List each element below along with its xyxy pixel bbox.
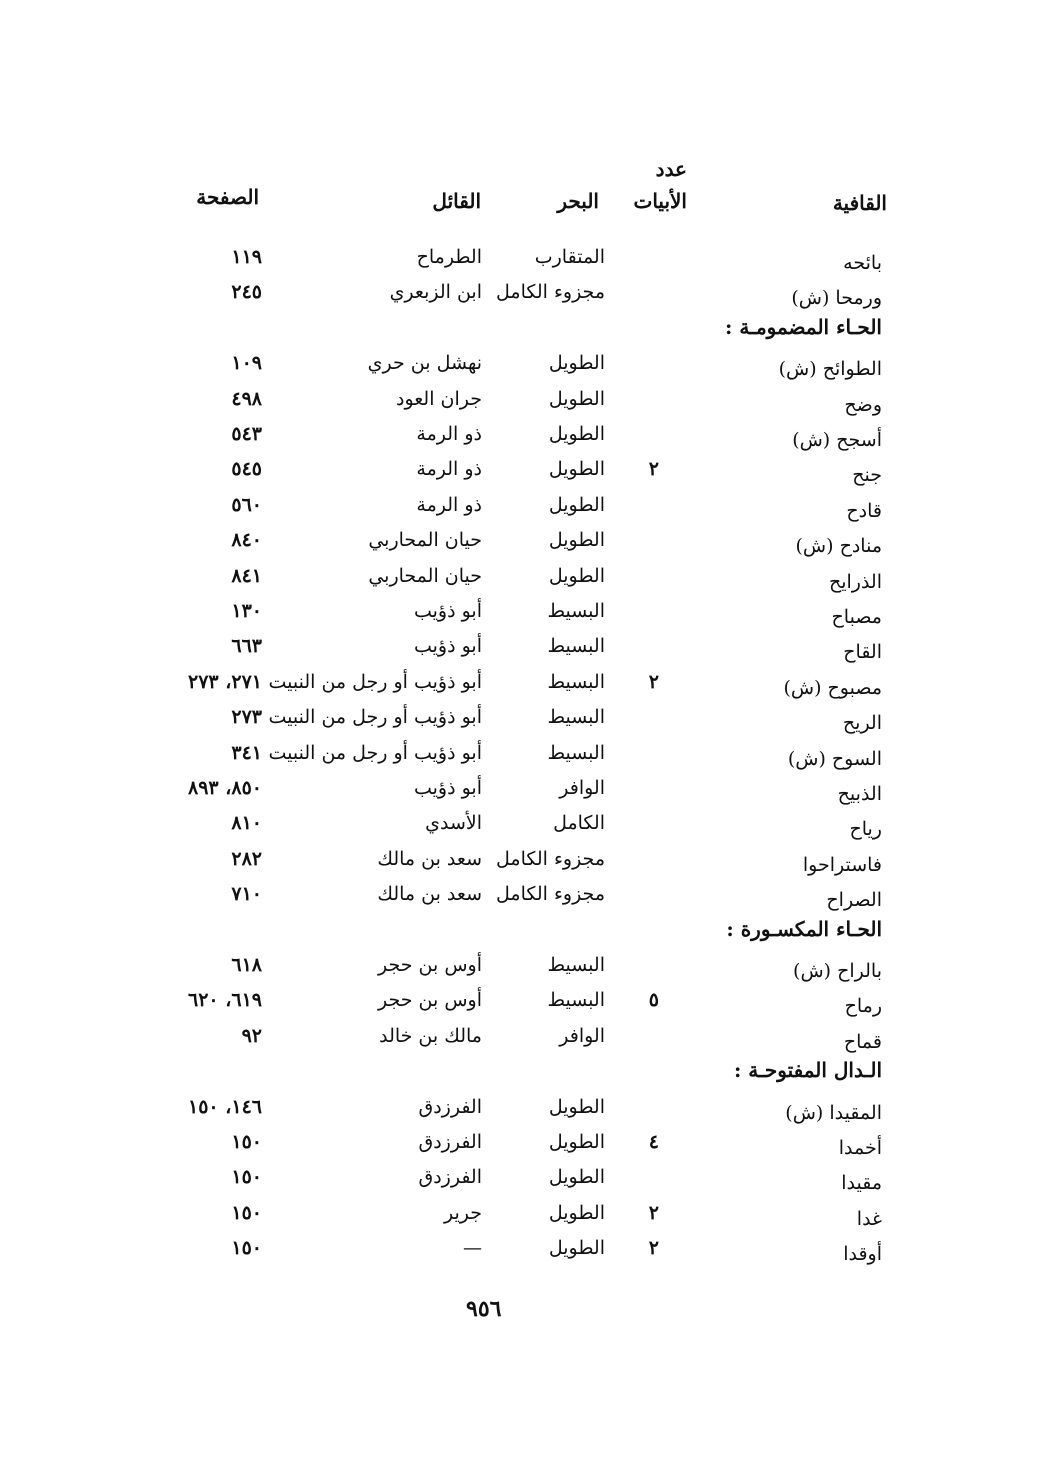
verse-count-cell: ٤ [648,1131,659,1153]
meter-cell: مجزوء الكامل [496,883,605,905]
poet-cell: أبو ذؤيب [413,600,482,622]
rhyme-cell: بالراح (ش) [793,960,882,982]
rhyme-cell: الذرايح [828,571,882,593]
poet-cell: ذو الرمة [416,423,482,445]
rhyme-cell: أسجح (ش) [792,429,882,451]
page-cell: ٨٤٠ [231,529,262,551]
meter-cell: الطويل [548,529,605,551]
poet-cell: حيان المحاربي [368,565,482,587]
poet-cell: — [463,1237,482,1259]
table-row [0,989,1037,1023]
meter-cell: الوافر [559,777,605,799]
meter-cell: الطويل [548,1202,605,1224]
poet-cell: الطرماح [416,246,482,268]
verse-count-cell: ٢ [648,1237,659,1259]
page-cell: ١٤٦، ١٥٠ [188,1096,262,1118]
header-page: الصفحة [196,185,259,209]
meter-cell: مجزوء الكامل [496,848,605,870]
page-cell: ٥٤٣ [231,423,262,445]
meter-cell: الطويل [548,388,605,410]
section-heading: الـدال المفتوحـة : [733,1058,882,1082]
table-row [0,706,1037,740]
meter-cell: البسيط [547,742,605,764]
rhyme-cell: أخمدا [838,1137,882,1159]
page-cell: ٢٤٥ [231,281,262,303]
poet-cell: سعد بن مالك [377,883,482,905]
rhyme-cell: فاستراحوا [802,854,882,876]
table-row [0,1166,1037,1200]
table-row [0,1202,1037,1236]
meter-cell: الطويل [548,1131,605,1153]
meter-cell: الطويل [548,1096,605,1118]
poet-cell: حيان المحاربي [368,529,482,551]
verse-count-cell: ٢ [648,671,659,693]
rhyme-cell: رياح [849,818,882,840]
poet-cell: الفرزدق [418,1096,482,1118]
table-row [0,458,1037,492]
verse-count-cell: ٥ [648,989,659,1011]
poet-cell: أبو ذؤيب [413,635,482,657]
table-row [0,1131,1037,1165]
rhyme-cell: غدا [856,1208,882,1230]
page-cell: ٢٨٢ [231,848,262,870]
page-cell: ٦١٨ [231,954,262,976]
table-row [0,883,1037,917]
table-row [0,423,1037,457]
table-row [0,388,1037,422]
page-cell: ٢٧١، ٢٧٣ [188,671,262,693]
page-cell: ١٥٠ [231,1166,262,1188]
page-cell: ١٥٠ [231,1202,262,1224]
table-row [0,1237,1037,1271]
meter-cell: الطويل [548,352,605,374]
poet-cell: الأسدي [425,812,482,834]
table-row [0,635,1037,669]
header-meter: البحر [557,189,599,213]
table-row [0,281,1037,315]
page-cell: ٧١٠ [231,883,262,905]
rhyme-cell: الطوائح (ش) [778,358,882,380]
page-cell: ١٣٠ [231,600,262,622]
page-cell: ٣٤١ [231,742,262,764]
table-row [0,954,1037,988]
table-row [0,848,1037,882]
meter-cell: البسيط [547,954,605,976]
rhyme-cell: بائحه [843,252,882,274]
poet-cell: أبو ذؤيب أو رجل من النبيت [268,706,482,728]
page-number: ٩٥٦ [466,1296,502,1322]
meter-cell: البسيط [547,671,605,693]
poet-cell: أوس بن حجر [378,989,482,1011]
rhyme-cell: مصبوح (ش) [783,677,882,699]
poet-cell: أبو ذؤيب أو رجل من النبيت [268,742,482,764]
table-row [0,777,1037,811]
page-cell: ٢٧٣ [231,706,262,728]
meter-cell: مجزوء الكامل [496,281,605,303]
page-cell: ٨١٠ [231,812,262,834]
page-cell: ٥٤٥ [231,458,262,480]
verse-count-cell: ٢ [648,458,659,480]
section-heading: الحـاء المكسـورة : [726,917,882,941]
meter-cell: الطويل [548,1237,605,1259]
page-cell: ٨٥٠، ٨٩٣ [188,777,262,799]
rhyme-cell: قادح [846,500,882,522]
table-row [0,352,1037,386]
meter-cell: الطويل [548,565,605,587]
poet-cell: أبو ذؤيب أو رجل من النبيت [268,671,482,693]
page-cell: ٤٩٨ [231,388,262,410]
meter-cell: البسيط [547,989,605,1011]
rhyme-cell: الذبيح [837,783,882,805]
page-cell: ٨٤١ [231,565,262,587]
table-row [0,1096,1037,1130]
poet-cell: أوس بن حجر [378,954,482,976]
poet-cell: أبو ذؤيب [413,777,482,799]
table-row [0,1025,1037,1059]
table-row [0,742,1037,776]
rhyme-cell: السوح (ش) [787,748,882,770]
rhyme-cell: الصراح [826,889,882,911]
header-rhyme: القافية [832,191,887,215]
meter-cell: الطويل [548,1166,605,1188]
rhyme-cell: جنح [852,464,882,486]
meter-cell: الطويل [548,494,605,516]
rhyme-cell: أوقدا [843,1243,882,1265]
table-row [0,671,1037,705]
page-cell: ١٠٩ [231,352,262,374]
page-cell: ١٥٠ [231,1237,262,1259]
page-cell: ١٥٠ [231,1131,262,1153]
rhyme-cell: ورمحا (ش) [791,287,882,309]
table-row [0,600,1037,634]
rhyme-cell: قماح [843,1031,882,1053]
poet-cell: سعد بن مالك [377,848,482,870]
poet-cell: ذو الرمة [416,458,482,480]
table-row [0,565,1037,599]
header-verse-count: الأبيات [633,189,687,213]
meter-cell: البسيط [547,635,605,657]
rhyme-cell: الريح [842,712,882,734]
poet-cell: ذو الرمة [416,494,482,516]
page-cell: ٥٦٠ [231,494,262,516]
rhyme-cell: منادح (ش) [795,535,882,557]
poet-cell: الفرزدق [418,1166,482,1188]
rhyme-cell: وضح [844,394,882,416]
poet-cell: نهشل بن حري [367,352,482,374]
meter-cell: الطويل [548,423,605,445]
page-cell: ٦٦٣ [231,635,262,657]
meter-cell: البسيط [547,600,605,622]
verse-count-cell: ٢ [648,1202,659,1224]
rhyme-cell: القاح [843,641,882,663]
poet-cell: مالك بن خالد [379,1025,482,1047]
table-row [0,494,1037,528]
poet-cell: ابن الزبعري [389,281,482,303]
table-row [0,812,1037,846]
rhyme-cell: المقيدا (ش) [785,1102,882,1124]
table-row [0,529,1037,563]
meter-cell: الطويل [548,458,605,480]
meter-cell: الوافر [559,1025,605,1047]
page-cell: ١١٩ [231,246,262,268]
poet-cell: جرير [444,1202,482,1224]
header-count-top: عدد [655,157,687,181]
rhyme-cell: مقيدا [841,1172,882,1194]
rhyme-cell: مصباح [831,606,882,628]
poet-cell: جران العود [395,388,482,410]
meter-cell: المتقارب [534,246,605,268]
table-row [0,246,1037,280]
poet-cell: الفرزدق [418,1131,482,1153]
header-poet: القائل [432,189,481,213]
page-cell: ٩٢ [241,1025,262,1047]
meter-cell: البسيط [547,706,605,728]
page-cell: ٦١٩، ٦٢٠ [188,989,262,1011]
rhyme-cell: رماح [844,995,882,1017]
meter-cell: الكامل [553,812,605,834]
section-heading: الحـاء المضمومـة : [725,315,882,339]
